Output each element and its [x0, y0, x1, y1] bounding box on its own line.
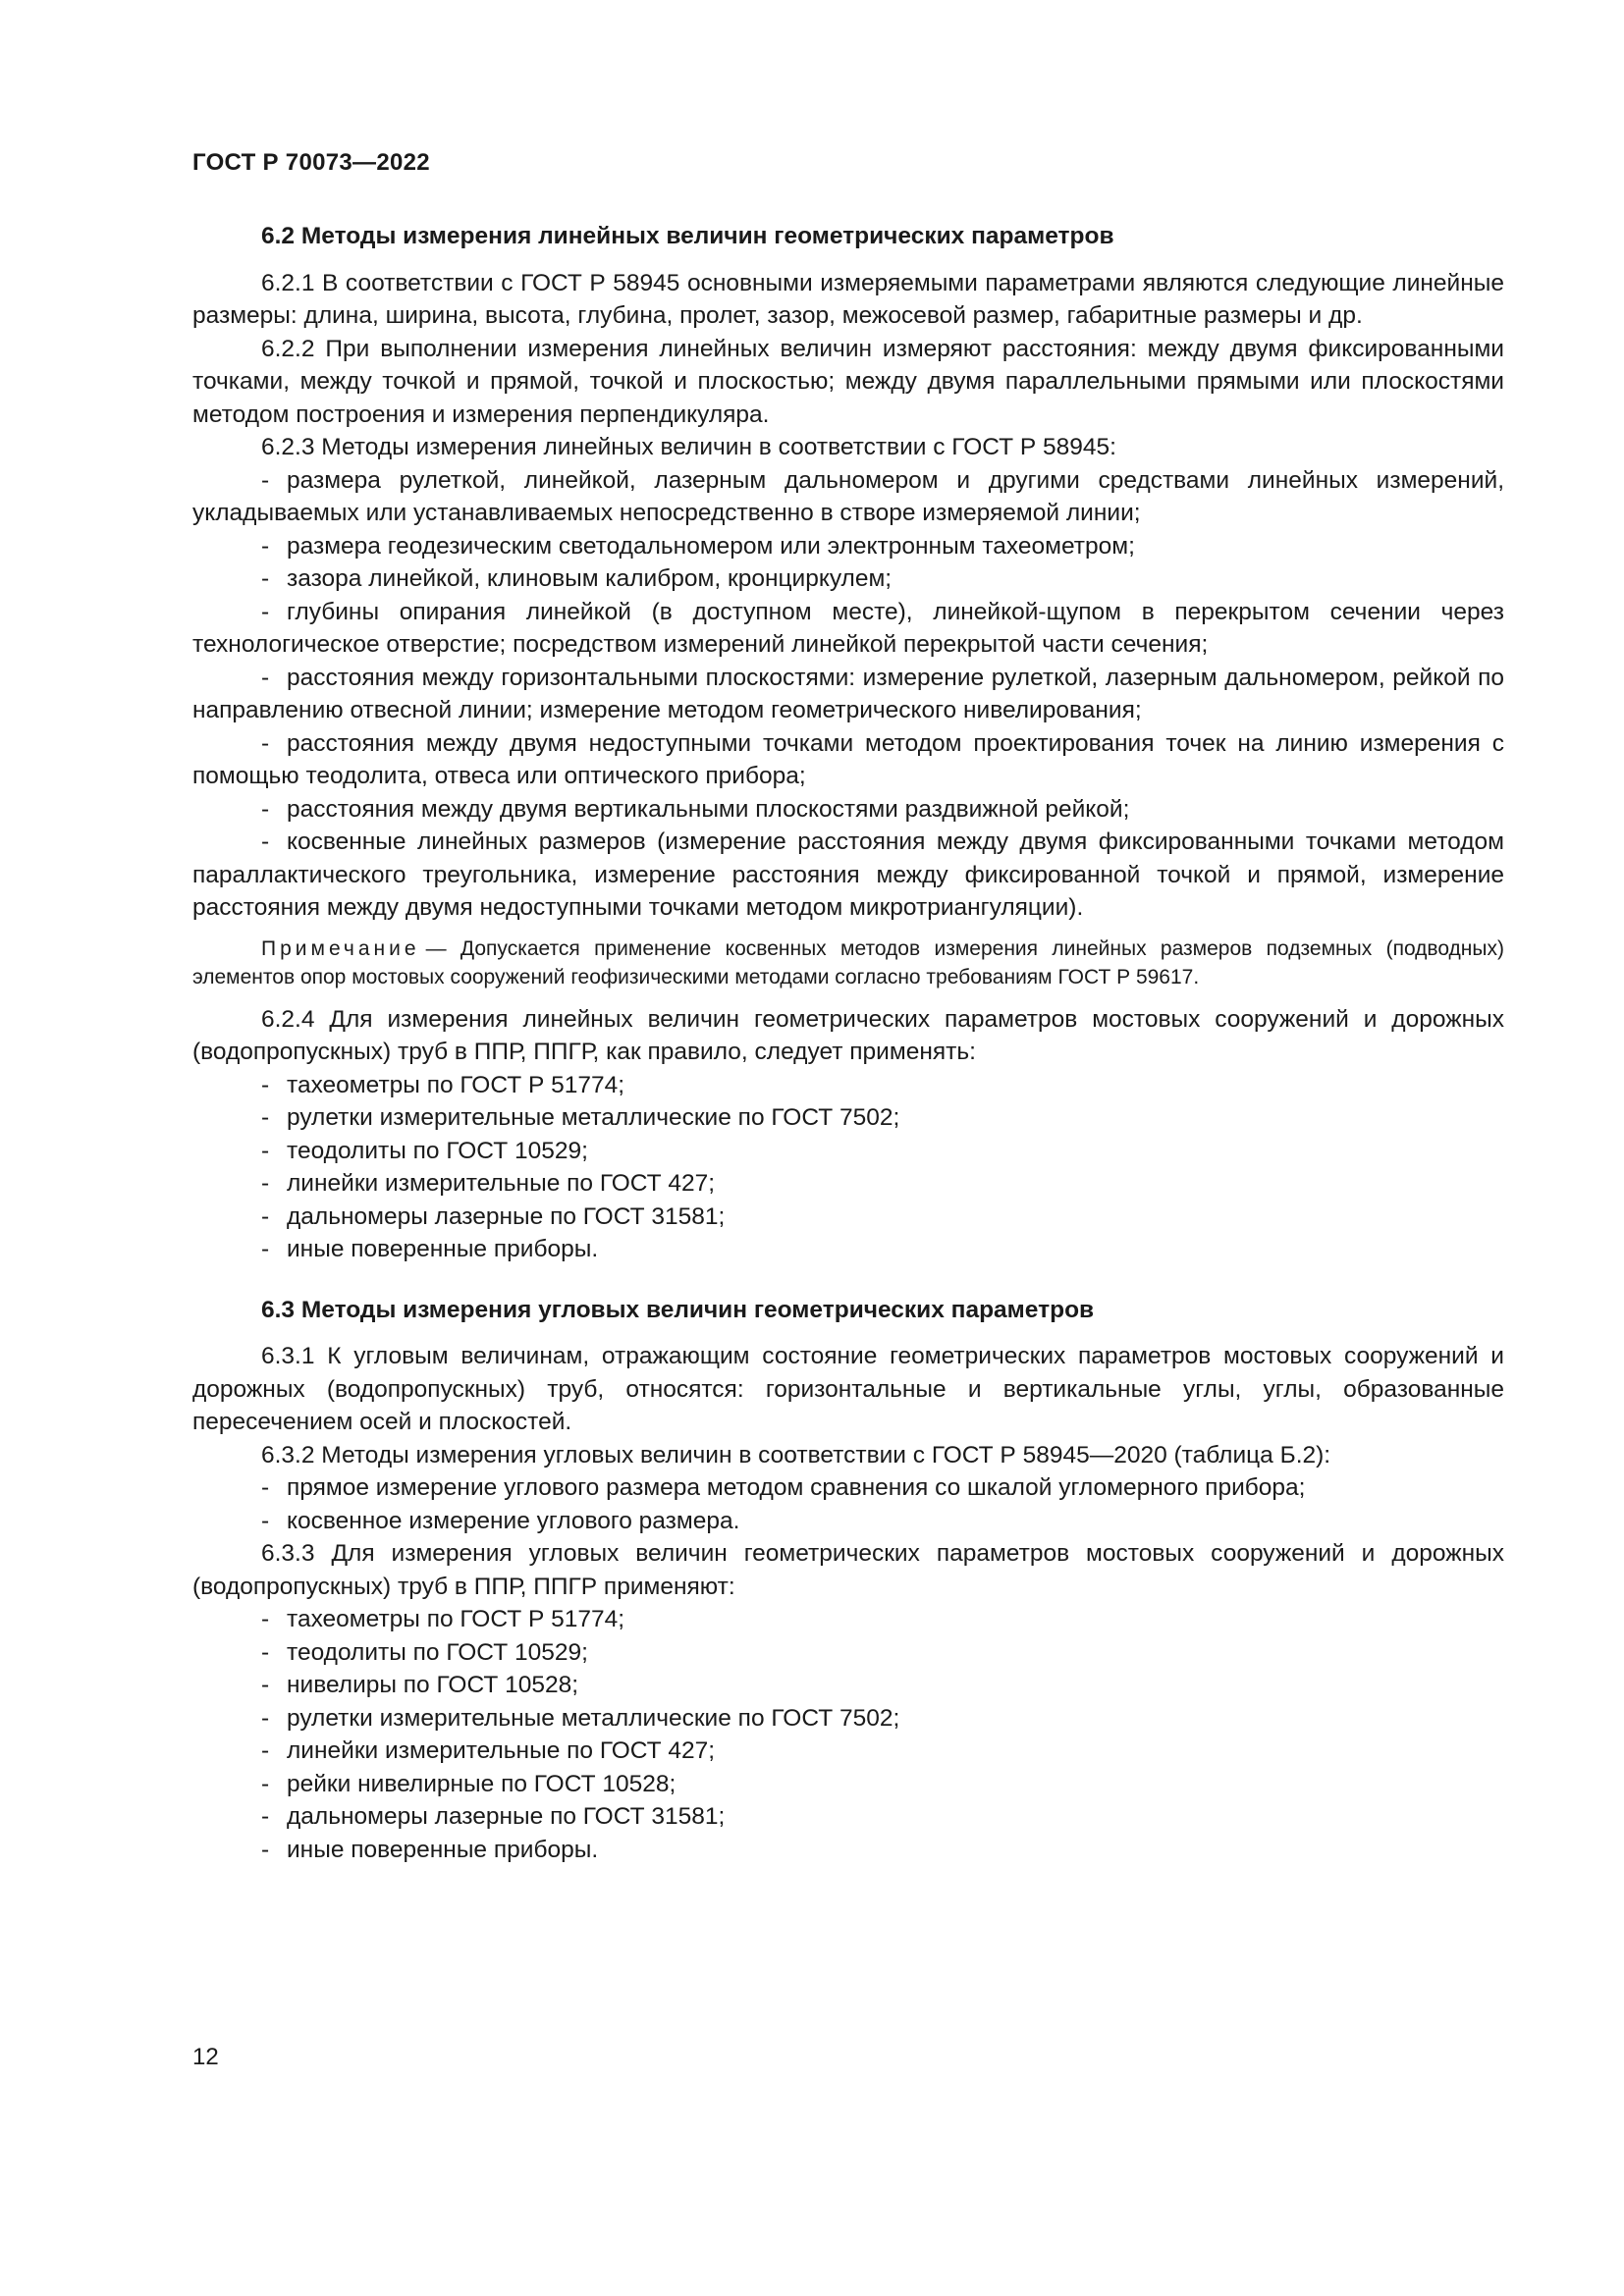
- list-item: - расстояния между двумя вертикальными плоскостями раздвижной рейкой;: [192, 793, 1504, 827]
- list-marker: -: [261, 1638, 270, 1666]
- list-marker: -: [261, 1836, 270, 1863]
- list-marker: -: [261, 1770, 270, 1797]
- list-marker: -: [261, 1606, 270, 1632]
- list-marker: -: [261, 664, 270, 691]
- list-marker: -: [261, 1104, 270, 1131]
- list-marker: -: [261, 795, 270, 823]
- list-marker: -: [261, 1507, 270, 1534]
- list-marker: -: [261, 532, 270, 560]
- paragraph-6-2-1: 6.2.1 В соответствии с ГОСТ Р 58945 основными измеряемыми параметрами являются следующие линейные размеры: длина, ширина, высота, глубина, пролет, зазор, межосевой размер, габаритные размеры и др.: [192, 269, 1504, 329]
- list-item: - дальномеры лазерные по ГОСТ 31581;: [192, 1201, 1504, 1234]
- list-item: - глубины опирания линейкой (в доступном месте), линейкой-щупом в перекрытом сечении через технологическое отверстие; посредством измерений линейкой перекрытой части сечения;: [192, 596, 1504, 662]
- list-item: - дальномеры лазерные по ГОСТ 31581;: [192, 1800, 1504, 1834]
- list-item: - рулетки измерительные металлические по ГОСТ 7502;: [192, 1101, 1504, 1135]
- list-item: - расстояния между двумя недоступными точками методом проектирования точек на линию измерения с помощью теодолита, отвеса или оптического прибора;: [192, 727, 1504, 793]
- paragraph-6-2-3: 6.2.3 Методы измерения линейных величин в соответствии с ГОСТ Р 58945:: [261, 434, 1116, 460]
- list-item: - зазора линейкой, клиновым калибром, кронциркулем;: [192, 562, 1504, 596]
- list-marker: -: [261, 1202, 270, 1230]
- list-marker: -: [261, 828, 270, 855]
- list-marker: -: [261, 1737, 270, 1764]
- list-item: - размера рулеткой, линейкой, лазерным дальномером и другими средствами линейных измерений, укладываемых или устанавливаемых непосредственно в створе измеряемой линии;: [192, 464, 1504, 530]
- note-text: — Допускается применение косвенных методов измерения линейных размеров подземных (подводных) элементов опор мостовых сооружений геофизическими методами согласно требованиям ГОСТ Р 59617.: [192, 936, 1504, 988]
- document-id-header: ГОСТ Р 70073—2022: [192, 149, 430, 176]
- list-item: - рулетки измерительные металлические по ГОСТ 7502;: [192, 1702, 1504, 1735]
- paragraph-6-3-3: 6.3.3 Для измерения угловых величин геометрических параметров мостовых сооружений и дорожных (водопропускных) труб в ППР, ППГР применяют:: [192, 1540, 1504, 1600]
- list-marker: -: [261, 1071, 270, 1098]
- list-marker: -: [261, 1474, 270, 1501]
- list-item: - рейки нивелирные по ГОСТ 10528;: [192, 1768, 1504, 1801]
- list-item: - расстояния между горизонтальными плоскостями: измерение рулеткой, лазерным дальномером, рейкой по направлению отвесной линии; измерение методом геометрического нивелирования;: [192, 662, 1504, 727]
- list-item: - тахеометры по ГОСТ Р 51774;: [192, 1603, 1504, 1636]
- list-marker: -: [261, 1170, 270, 1197]
- section-heading-6-3: 6.3 Методы измерения угловых величин геометрических параметров: [261, 1296, 1095, 1323]
- paragraph-6-3-1: 6.3.1 К угловым величинам, отражающим состояние геометрических параметров мостовых сооружений и дорожных (водопропускных) труб, относятся: горизонтальные и вертикальные углы, углы, образованные пересечением осей и плоскостей.: [192, 1343, 1504, 1435]
- list-item: - линейки измерительные по ГОСТ 427;: [192, 1735, 1504, 1768]
- paragraph-6-2-2: 6.2.2 При выполнении измерения линейных величин измеряют расстояния: между двумя фиксированными точками, между точкой и прямой, точкой и плоскостью; между двумя параллельными прямыми или плоскостями методом построения и измерения перпендикуляра.: [192, 335, 1504, 428]
- list-item: - прямое измерение углового размера методом сравнения со шкалой угломерного прибора;: [192, 1471, 1504, 1505]
- list-marker: -: [261, 1137, 270, 1164]
- list-marker: -: [261, 1236, 270, 1262]
- list-marker: -: [261, 1672, 270, 1698]
- document-body: [192, 220, 1504, 1866]
- list-item: - теодолиты по ГОСТ 10529;: [192, 1636, 1504, 1670]
- list-marker: -: [261, 565, 270, 592]
- list-item: - иные поверенные приборы.: [192, 1834, 1504, 1867]
- list-marker: -: [261, 598, 270, 625]
- list-item: - линейки измерительные по ГОСТ 427;: [192, 1167, 1504, 1201]
- list-item: - иные поверенные приборы.: [192, 1233, 1504, 1266]
- page-number: 12: [192, 2044, 219, 2070]
- list-marker: -: [261, 1704, 270, 1732]
- paragraph-6-3-2: 6.3.2 Методы измерения угловых величин в соответствии с ГОСТ Р 58945—2020 (таблица Б.2):: [261, 1441, 1331, 1468]
- paragraph-6-2-4: 6.2.4 Для измерения линейных величин геометрических параметров мостовых сооружений и дорожных (водопропускных) труб в ППР, ППГР, как правило, следует применять:: [192, 1005, 1504, 1065]
- list-item: - косвенное измерение углового размера.: [192, 1505, 1504, 1538]
- list-marker: -: [261, 466, 270, 494]
- note-label: Примечание: [261, 936, 420, 960]
- list-item: - размера геодезическим светодальномером или электронным тахеометром;: [192, 530, 1504, 563]
- section-heading-6-2: 6.2 Методы измерения линейных величин геометрических параметров: [261, 223, 1114, 249]
- list-item: - теодолиты по ГОСТ 10529;: [192, 1135, 1504, 1168]
- list-item: - нивелиры по ГОСТ 10528;: [192, 1669, 1504, 1702]
- list-marker: -: [261, 729, 270, 757]
- note-paragraph: [192, 934, 1504, 991]
- list-marker: -: [261, 1803, 270, 1830]
- list-item: - тахеометры по ГОСТ Р 51774;: [192, 1069, 1504, 1102]
- list-item: - косвенные линейных размеров (измерение расстояния между двумя фиксированными точками методом параллактического треугольника, измерение расстояния между фиксированной точкой и прямой, измерение расстояния между двумя недоступными точками методом микротриангуляции).: [192, 826, 1504, 925]
